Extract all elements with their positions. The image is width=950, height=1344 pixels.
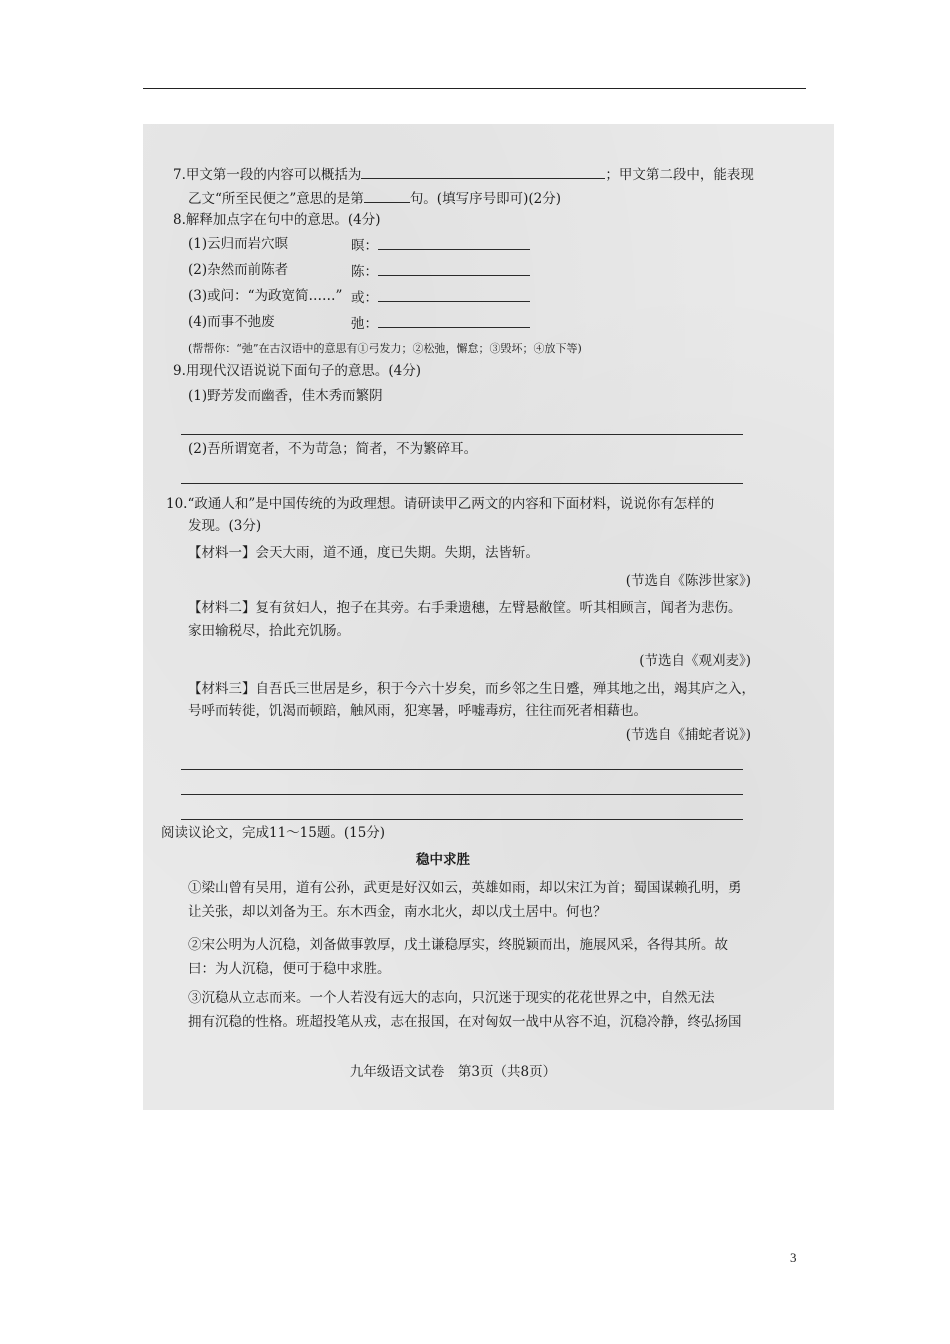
q10-material-1: 【材料一】会天大雨，道不通，度已失期。失期，法皆斩。 (188, 545, 539, 561)
reading-p2-line-1: ②宋公明为人沉稳，刘备做事敦厚，戊土谦稳厚实，终脱颖而出，施展风采，各得其所。故 (188, 937, 728, 953)
q8-blank-1[interactable] (378, 235, 530, 250)
q10-title-line-2: 发现。(3分) (188, 518, 262, 534)
q8-item-2: (2)杂然而前陈者 (188, 262, 289, 278)
q8-item-4: (4)而事不弛废 (188, 314, 275, 330)
q7-text-d: 句。(填写序号即可)(2分) (409, 191, 561, 207)
q7-line-2 (188, 188, 561, 208)
q8-key-2-label: 陈： (351, 264, 378, 280)
reading-p3-line-1: ③沉稳从立志而来。一个人若没有远大的志向，只沉迷于现实的花花世界之中，自然无法 (188, 990, 715, 1006)
q9-title: 9.用现代汉语说说下面句子的意思。(4分) (173, 363, 422, 379)
q8-item-1: (1)云归而岩穴暝 (188, 236, 289, 252)
q8-key-1-label: 暝： (351, 238, 378, 254)
reading-title: 稳中求胜 (416, 852, 470, 868)
q7-line-1 (173, 164, 754, 184)
q8-key-1 (351, 235, 530, 255)
q9-answer-line-1[interactable] (181, 434, 743, 435)
q7-blank-1[interactable] (361, 164, 605, 179)
q10-material-1-source: (节选自《陈涉世家》) (625, 573, 751, 589)
exam-footer: 九年级语文试卷 第3页（共8页） (349, 1064, 557, 1080)
reading-p1-line-1: ①梁山曾有吴用，道有公孙，武更是好汉如云，英雄如雨，却以宋江为首；蜀国谋赖孔明，勇 (188, 880, 742, 896)
q9-sentence-2: (2)吾所谓宽者，不为苛急；简者，不为繁碎耳。 (188, 441, 478, 457)
q8-item-3: (3)或问：“为政宽简……” (188, 288, 343, 304)
q10-material-2-source: (节选自《观刈麦》) (639, 653, 751, 669)
q9-sentence-1: (1)野芳发而幽香，佳木秀而繁阴 (188, 388, 383, 404)
q10-material-3-source: (节选自《捕蛇者说》) (625, 727, 751, 743)
page-number: 3 (790, 1250, 797, 1265)
q8-blank-3[interactable] (378, 287, 530, 302)
q8-hint: (帮帮你：“弛”在古汉语中的意思有①弓发力；②松弛，懈怠；③毁坏；④放下等) (188, 342, 582, 355)
q8-key-3-label: 或： (351, 290, 378, 306)
q8-title: 8.解释加点字在句中的意思。(4分) (173, 212, 381, 228)
q8-key-3 (351, 287, 530, 307)
q10-answer-line-1[interactable] (181, 769, 743, 770)
q9-answer-line-2[interactable] (181, 483, 743, 484)
q10-material-3-line-2: 号呼而转徙，饥渴而顿踣，触风雨，犯寒暑，呼嘘毒疠，往往而死者相藉也。 (188, 703, 647, 719)
q7-text-a: 7.甲文第一段的内容可以概括为 (173, 167, 362, 183)
q10-material-2-line-1: 【材料二】复有贫妇人，抱子在其旁。右手秉遗穗，左臂悬敝筐。听其相顾言，闻者为悲伤。 (188, 600, 742, 616)
q10-answer-line-2[interactable] (181, 794, 743, 795)
reading-intro: 阅读议论文，完成11～15题。(15分) (161, 825, 386, 841)
q8-key-4 (351, 313, 530, 333)
scanned-exam-page (143, 124, 834, 1110)
q7-text-c: 乙文“所至民便之”意思的是第 (188, 191, 364, 207)
reading-p1-line-2: 让关张，却以刘备为王。东木西金，南水北火，却以戊土居中。何也？ (188, 904, 607, 920)
reading-p2-line-2: 曰：为人沉稳，便可于稳中求胜。 (188, 961, 391, 977)
q8-blank-2[interactable] (378, 261, 530, 276)
q7-blank-2[interactable] (364, 188, 410, 203)
q8-blank-4[interactable] (378, 313, 530, 328)
header-rule (143, 88, 806, 89)
q10-title-line-1: 10.“政通人和”是中国传统的为政理想。请研读甲乙两文的内容和下面材料，说说你有怎样的 (166, 496, 715, 512)
reading-p3-line-2: 拥有沉稳的性格。班超投笔从戎，志在报国，在对匈奴一战中从容不迫，沉稳冷静，终弘扬国 (188, 1014, 742, 1030)
q10-material-2-line-2: 家田输税尽，拾此充饥肠。 (188, 623, 350, 639)
q7-text-b: ；甲文第二段中，能表现 (605, 167, 754, 183)
q8-key-2 (351, 261, 530, 281)
q10-answer-line-3[interactable] (181, 819, 743, 820)
q10-material-3-line-1: 【材料三】自吾氏三世居是乡，积于今六十岁矣，而乡邻之生日蹙，殚其地之出，竭其庐之入， (188, 681, 755, 697)
q8-key-4-label: 弛： (351, 316, 378, 332)
